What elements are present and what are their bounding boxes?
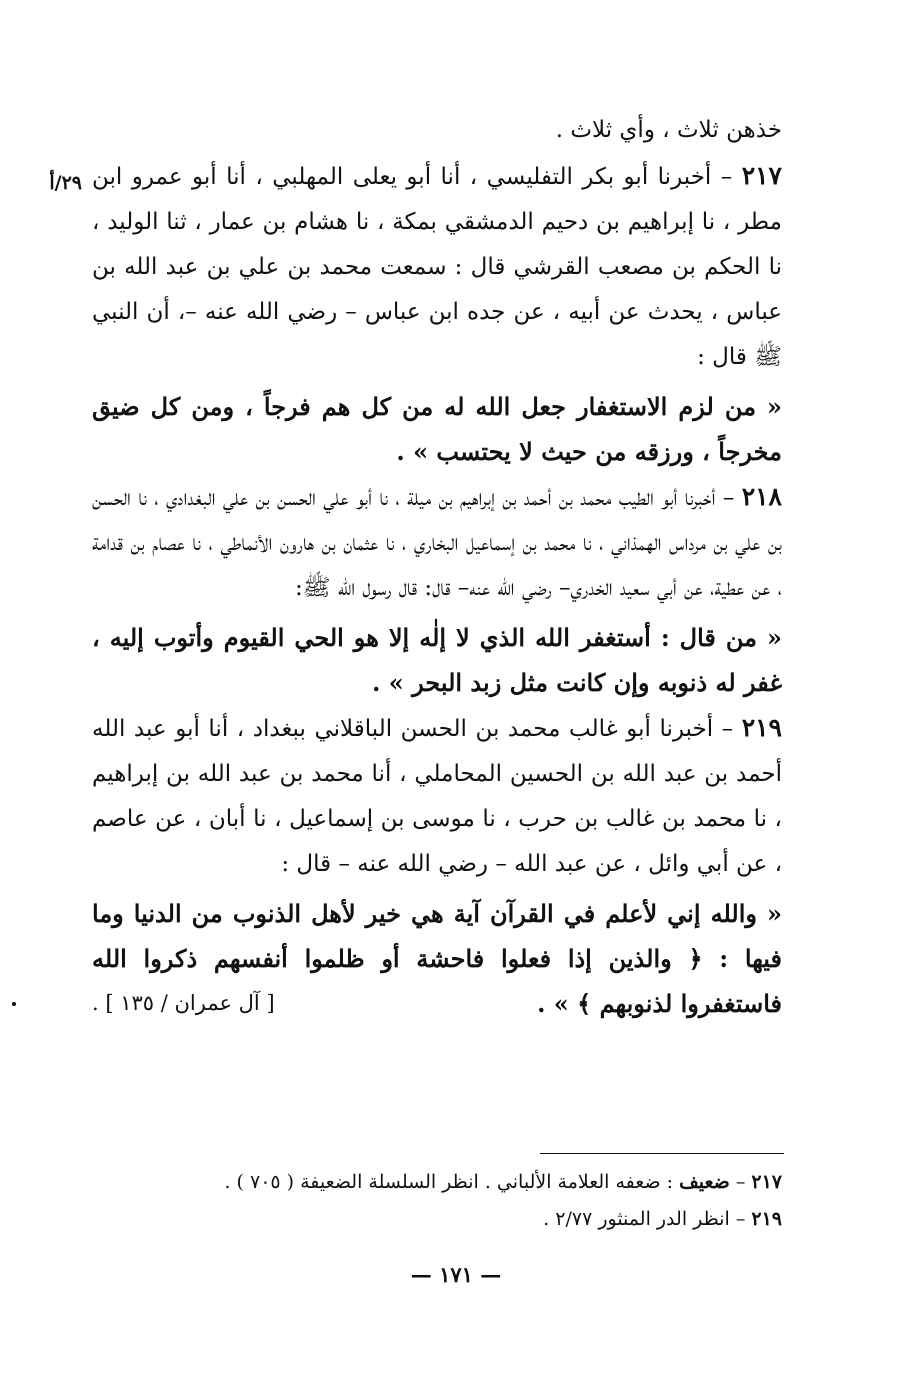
- quran-reference: [ آل عمران / ١٣٥ ] .: [92, 991, 275, 1015]
- hadith-matn: « من لزم الاستغفار جعل الله له من كل هم فرجاً ، ومن كل ضيق مخرجاً ، ورزقه من حيث لا يحتسب » .: [92, 392, 782, 466]
- footnote-217: ٢١٧ – ضعيف : ضعفه العلامة الألباني . انظر السلسلة الضعيفة ( ٧٠٥ ) .: [224, 1171, 782, 1193]
- margin-folio-note: ٢٩/أ: [49, 172, 82, 194]
- hadith-matn: « من قال : أستغفر الله الذي لا إلٰه إلا هو الحي القيوم وأتوب إليه ، غفر له ذنوبه وإن كانت مثل زبد البحر » .: [92, 623, 782, 697]
- hadith-number: ٢١٨: [741, 482, 782, 511]
- footnote-219: ٢١٩ – انظر الدر المنثور ٢/٧٧ .: [543, 1208, 782, 1230]
- scan-speck: [12, 1002, 16, 1006]
- footnote-text: : ضعفه العلامة الألباني . انظر السلسلة الضعيفة ( ٧٠٥ ) .: [224, 1171, 680, 1193]
- page-number: — ١٧١ —: [410, 1262, 502, 1287]
- footnote-number: ٢١٩: [751, 1208, 782, 1230]
- footnote-divider: [540, 1153, 784, 1154]
- hadith-matn: [92, 891, 782, 1026]
- paragraph-text: خذهن ثلاث ، وأي ثلاث .: [555, 117, 782, 143]
- hadith-number: ٢١٧: [741, 161, 782, 190]
- paragraph-continuation: [92, 108, 782, 153]
- hadith-219: [92, 705, 782, 887]
- hadith-218: [92, 474, 782, 611]
- hadith-isnad: – أخبرنا أبو غالب محمد بن الحسن الباقلاني ببغداد ، أنا أبو عبد الله أحمد بن عبد الله بن الحسين المحاملي ، أنا محمد بن عبد الله بن إبراهيم ، نا محمد بن غالب بن حرب ، نا موسى بن إسماعيل ، نا أبان ، عن عاصم ، عن أبي وائل ، عن عبد الله – رضي الله عنه – قال :: [92, 716, 782, 877]
- hadith-isnad: – أخبرنا أبو الطيب محمد بن أحمد بن إبراهيم بن ميلة ، نا أبو علي الحسن بن علي البغدادي ، نا الحسن بن علي بن مرداس الهمذاني ، نا محمد بن إسماعيل البخاري ، نا عثمان بن هارون الأنماطي ، نا عصام بن قدامة ، عن عطية، عن أبي سعيد الخدري– رضي الله عنه– قال: قال رسول الله ﷺ:: [92, 485, 782, 601]
- footnotes: [92, 1164, 782, 1238]
- hadith-isnad: – أخبرنا أبو بكر التفليسي ، أنا أبو يعلى المهلبي ، أنا أبو عمرو ابن مطر ، نا إبراهيم بن دحيم الدمشقي بمكة ، نا هشام بن عمار ، ثنا الوليد ، نا الحكم بن مصعب القرشي قال : سمعت محمد بن علي بن عبد الله بن عباس ، يحدث عن أبيه ، عن جده ابن عباس – رضي الله عنه –، أن النبي ﷺ قال :: [92, 164, 782, 370]
- page-body: [92, 108, 782, 1026]
- hadith-number: ٢١٩: [741, 713, 782, 742]
- hadith-217: [92, 153, 782, 380]
- hadith-matn-text: « والله إني لأعلم في القرآن آية هي خير لأهل الذنوب من الدنيا وما فيها : ﴿ والذين إذا فعلوا فاحشة أو ظلموا أنفسهم ذكروا الله فاستغفروا لذنوبهم ﴾ » .: [92, 899, 782, 1018]
- footnote-number: ٢١٧: [751, 1171, 782, 1193]
- footnote-text: انظر الدر المنثور ٢/٧٧ .: [543, 1208, 736, 1230]
- footnote-grade: ضعيف: [679, 1171, 730, 1193]
